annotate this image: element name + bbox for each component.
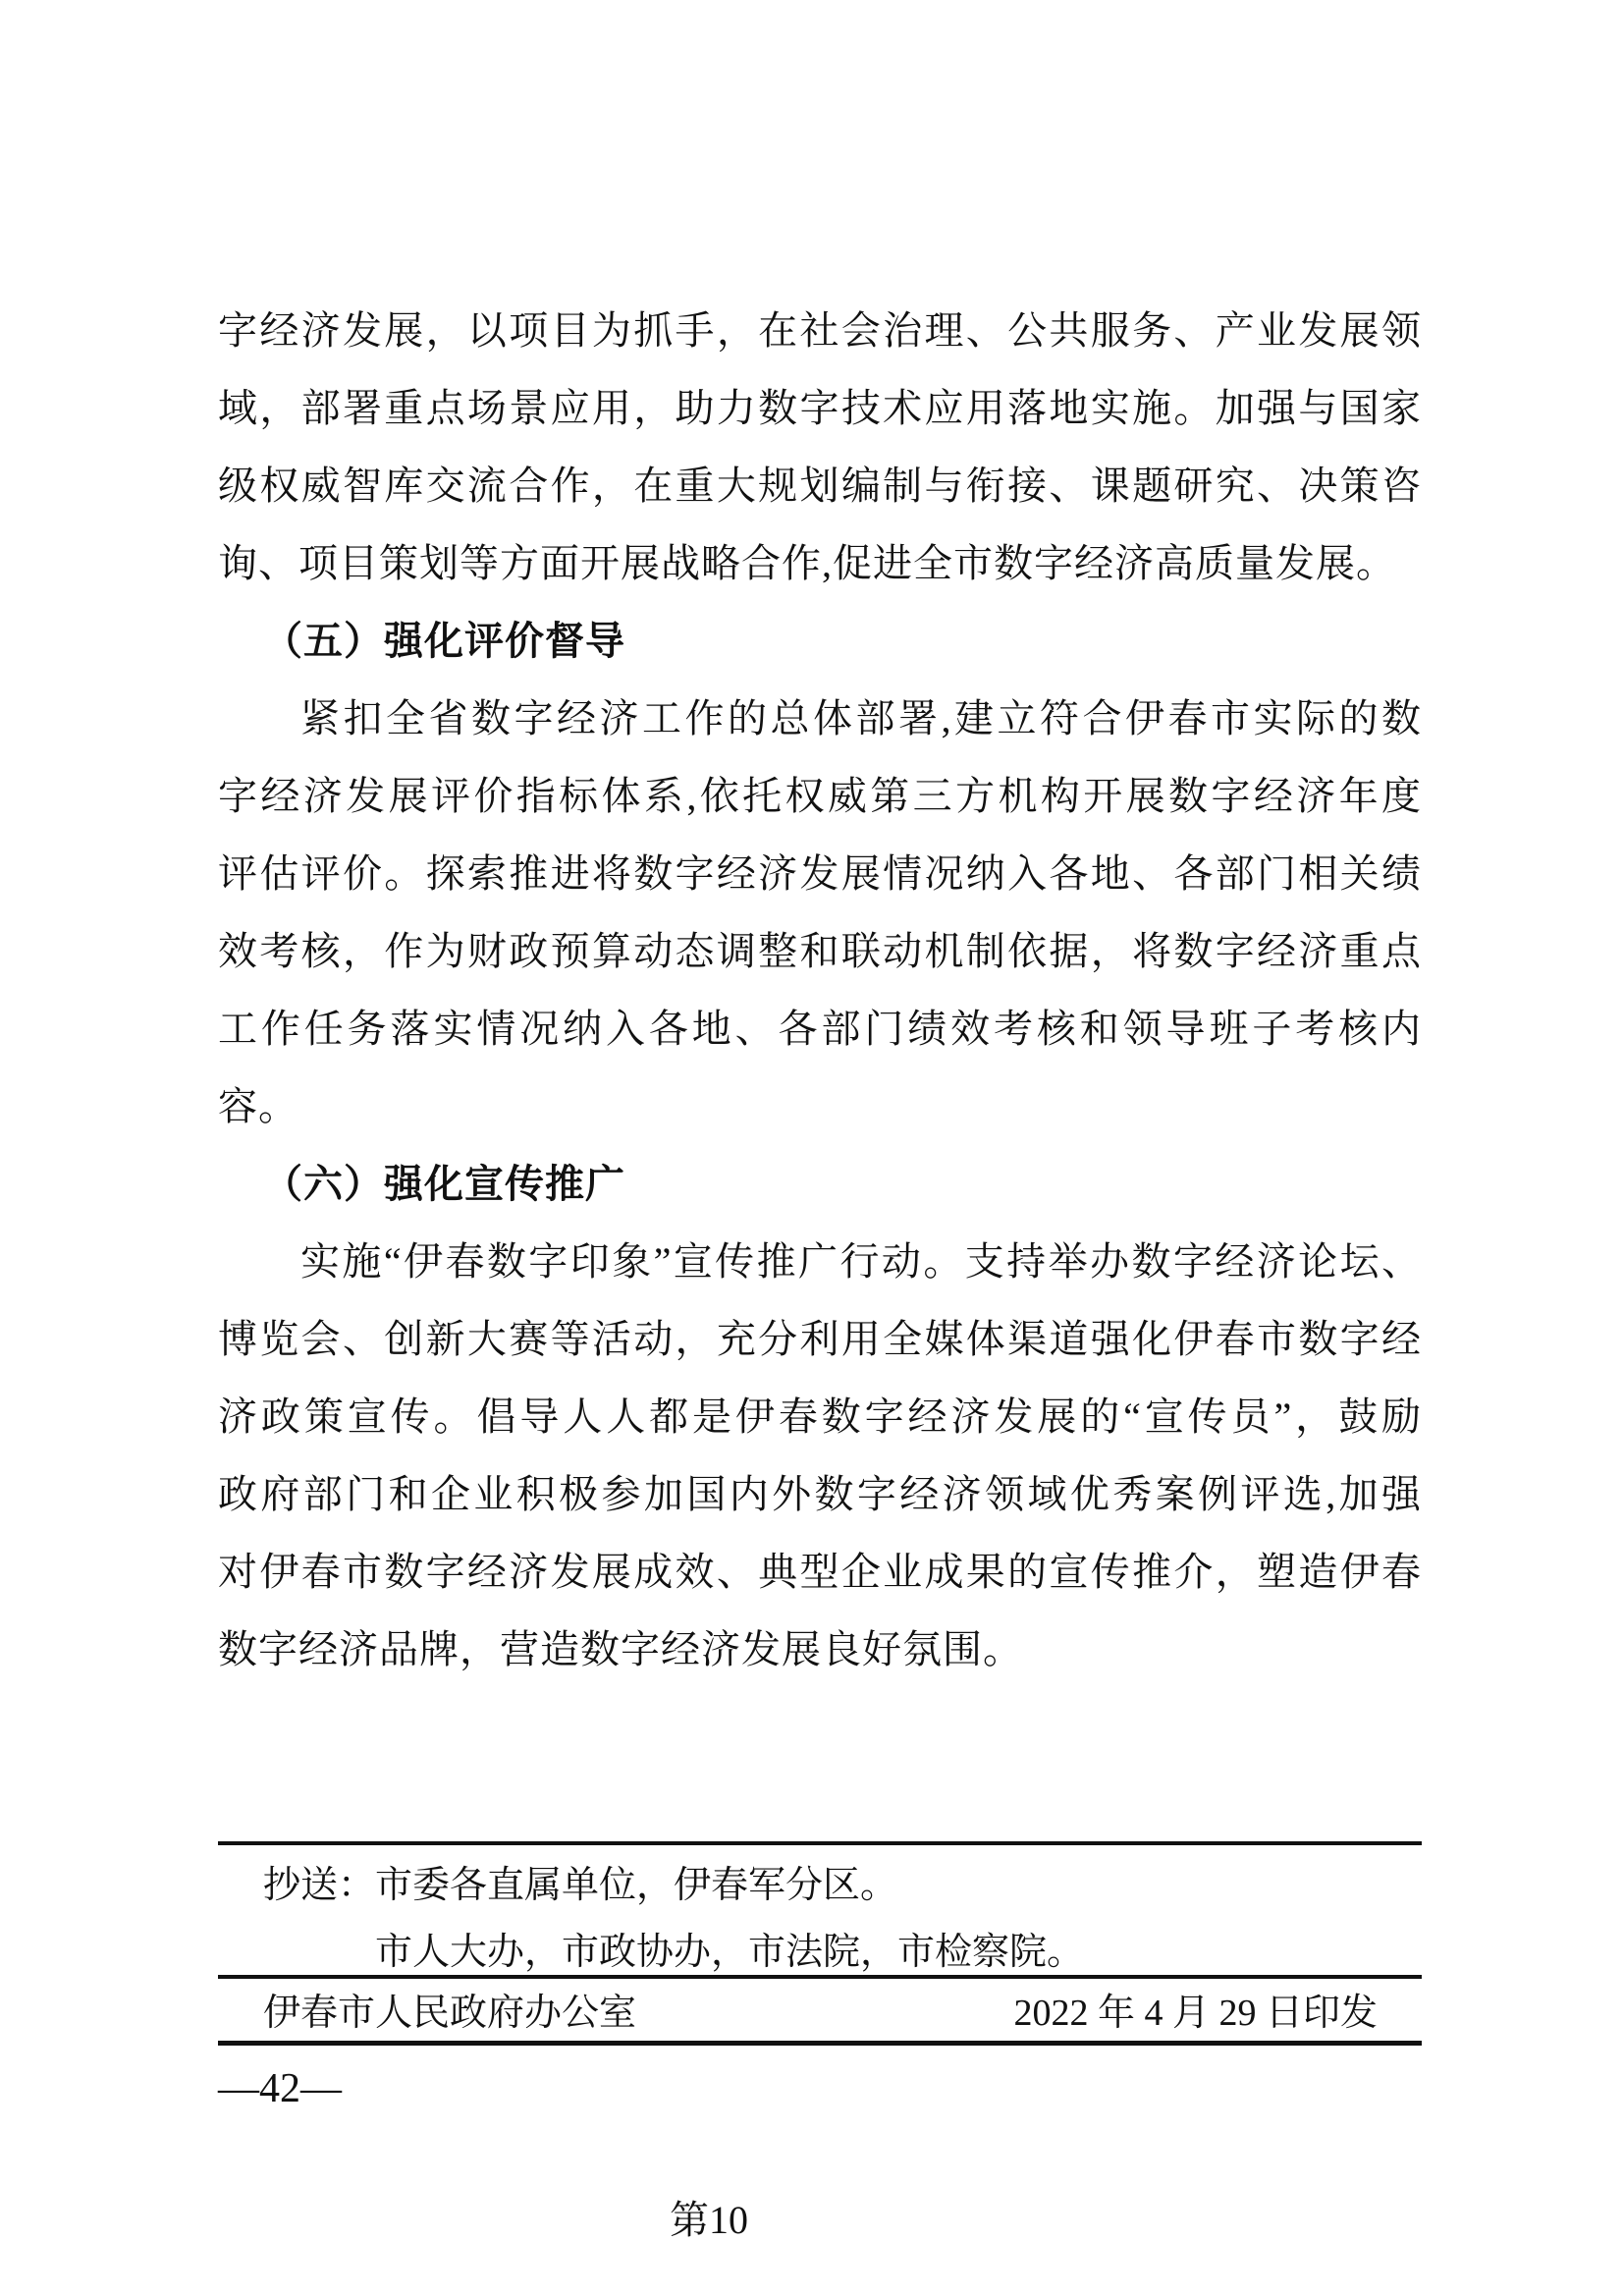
copy-to-recipients-2: 市人大办，市政协办，市法院，市检察院。 (375, 1932, 1085, 1973)
body-line: 紧扣全省数字经济工作的总体部署,建立符合伊春市实际的数 (300, 696, 1422, 740)
body-line: 工作任务落实情况纳入各地、各部门绩效考核和领导班子考核内 (218, 1007, 1422, 1051)
body-line: 评估评价。探索推进将数字经济发展情况纳入各地、各部门相关绩 (218, 851, 1422, 896)
sheet-number: 第10 (670, 2198, 748, 2242)
body-line: 容。 (218, 1084, 298, 1128)
footer-separator-middle (218, 1975, 1422, 1979)
body-line: 效考核，作为财政预算动态调整和联动机制依据，将数字经济重点 (218, 929, 1422, 973)
issue-row (218, 1986, 1422, 2041)
body-line: 济政策宣传。倡导人人都是伊春数字经济发展的“宣传员”，鼓励 (218, 1394, 1422, 1439)
footer-separator-top (218, 1841, 1422, 1845)
copy-to-recipients-1: 市委各直属单位，伊春军分区。 (375, 1865, 898, 1906)
body-line: 域，部署重点场景应用，助力数字技术应用落地实施。加强与国家 (218, 386, 1422, 430)
body-line: 数字经济品牌，营造数字经济发展良好氛围。 (218, 1627, 1023, 1671)
body-line: 级权威智库交流合作，在重大规划编制与衔接、课题研究、决策咨 (218, 464, 1422, 508)
body-line: （六）强化宣传推广 (263, 1162, 625, 1206)
copy-to-label: 抄送： (263, 1865, 376, 1906)
body-line: 字经济发展，以项目为抓手，在社会治理、公共服务、产业发展领 (218, 308, 1422, 353)
body-line: 对伊春市数字经济发展成效、典型企业成果的宣传推介，塑造伊春 (218, 1550, 1422, 1594)
body-line: 博览会、创新大赛等活动，充分利用全媒体渠道强化伊春市数字经 (218, 1317, 1422, 1361)
body-line: 实施“伊春数字印象”宣传推广行动。支持举办数字经济论坛、 (300, 1239, 1422, 1284)
issuing-office: 伊春市人民政府办公室 (263, 1993, 637, 2034)
copy-to-line-1 (263, 1852, 1422, 1919)
footer-separator-bottom (218, 2041, 1422, 2046)
body-line: 政府部门和企业积极参加国内外数字经济领域优秀案例评选,加强 (218, 1472, 1422, 1516)
body-line: （五）强化评价督导 (263, 619, 625, 663)
copy-to-block (263, 1852, 1422, 1986)
body-line: 字经济发展评价指标体系,依托权威第三方机构开展数字经济年度 (218, 774, 1422, 818)
issue-date: 2022 年 4 月 29 日印发 (1013, 1993, 1378, 2034)
document-body (218, 292, 1422, 1688)
body-line: 询、项目策划等方面开展战略合作,促进全市数字经济高质量发展。 (218, 541, 1396, 585)
page-number: —42— (218, 2066, 342, 2111)
